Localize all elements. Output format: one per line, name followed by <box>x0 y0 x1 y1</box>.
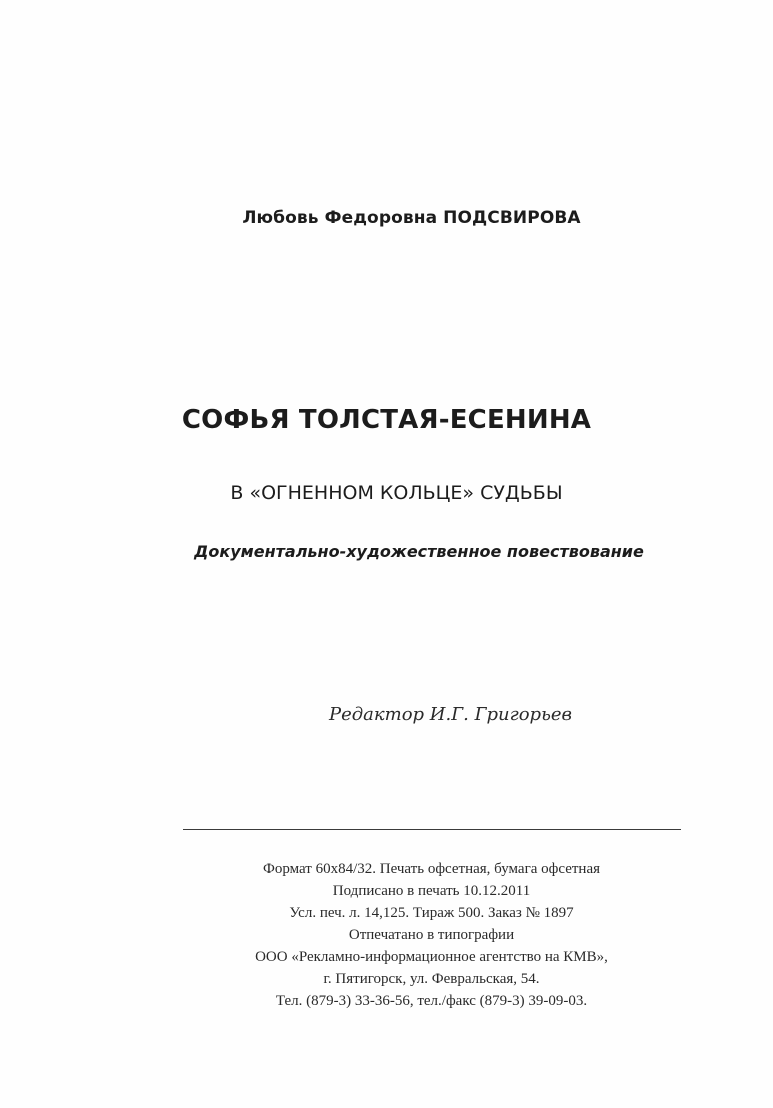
divider-line <box>183 829 681 830</box>
imprint-line: Тел. (879-3) 33-36-56, тел./факс (879-3) 39-09-03. <box>275 993 588 1009</box>
imprint-line: Отпечатано в типографии <box>348 927 515 943</box>
author-name: Любовь Федоровна ПОДСВИРОВА <box>242 208 581 228</box>
book-title: СОФЬЯ ТОЛСТАЯ-ЕСЕНИНА <box>181 405 592 435</box>
book-subtitle: В «ОГНЕННОМ КОЛЬЦЕ» СУДЬБЫ <box>230 482 563 504</box>
imprint-line: Подписано в печать 10.12.2011 <box>332 883 531 899</box>
book-genre: Документально-художественное повествование <box>194 542 644 561</box>
imprint-line: Усл. печ. л. 14,125. Тираж 500. Заказ № 1897 <box>289 905 574 921</box>
imprint-line: ООО «Рекламно-информационное агентство на КМВ», <box>255 949 608 965</box>
imprint-line: Формат 60x84/32. Печать офсетная, бумага офсетная <box>262 861 601 877</box>
editor-credit: Редактор И.Г. Григорьев <box>329 704 572 725</box>
imprint-line: г. Пятигорск, ул. Февральская, 54. <box>323 971 540 987</box>
imprint-block <box>0 858 773 1012</box>
